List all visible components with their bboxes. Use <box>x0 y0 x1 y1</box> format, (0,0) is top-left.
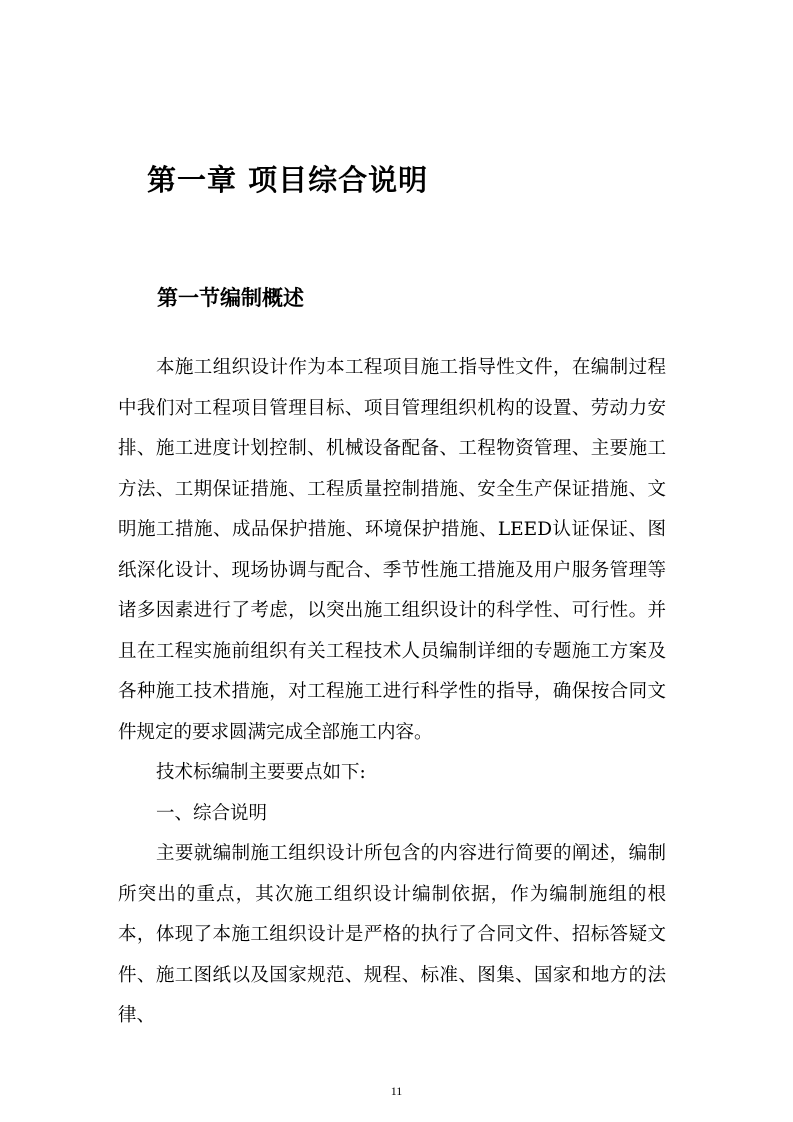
paragraph-overview: 本施工组织设计作为本工程项目施工指导性文件，在编制过程中我们对工程项目管理目标、项目管理组织机构的设置、劳动力安排、施工进度计划控制、机械设备配备、工程物资管理、主要施工方法、工期保证措施、工程质量控制措施、安全生产保证措施、文明施工措施、成品保护措施、环境保护措施、LEED认证保证、图纸深化设计、现场协调与配合、季节性施工措施及用户服务管理等诸多因素进行了考虑，以突出施工组织设计的科学性、可行性。并且在工程实施前组织有关工程技术人员编制详细的专题施工方案及各种施工技术措施，对工程施工进行科学性的指导，确保按合同文件规定的要求圆满完成全部施工内容。 <box>118 357 666 743</box>
page-number: 11 <box>390 1084 403 1098</box>
paragraph-key-points-intro: 技术标编制主要要点如下: <box>156 762 366 783</box>
chapter-title: 第一章 项目综合说明 <box>147 163 429 197</box>
body-text <box>118 348 666 1037</box>
paragraph-subheading-general: 一、综合说明 <box>156 802 268 824</box>
paragraph-general-description: 主要就编制施工组织设计所包含的内容进行简要的阐述，编制所突出的重点，其次施工组织设计编制依据，作为编制施组的根本，体现了本施工组织设计是严格的执行了合同文件、招标答疑文件、施工图纸以及国家规范、规程、标准、图集、国家和地方的法律、 <box>118 843 666 1026</box>
section-title: 第一节编制概述 <box>157 285 304 310</box>
